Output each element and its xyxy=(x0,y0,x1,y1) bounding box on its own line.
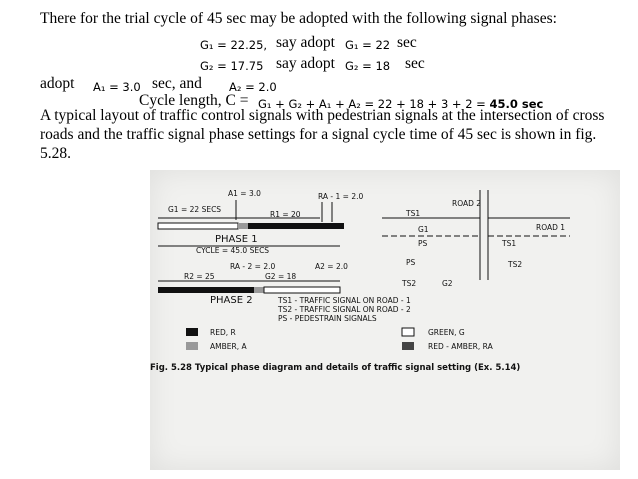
description-paragraph: A typical layout of traffic control signals with pedestrian signals at the intersection of cross roads and the traffic signal phase settings for a signal cycle time of 45 sec is shown in fig. 5.28. xyxy=(40,107,605,162)
ps2-label: PS xyxy=(406,258,416,267)
amber-legend: AMBER, A xyxy=(210,342,247,351)
r1-label: R1 = 20 xyxy=(270,210,301,219)
say-adopt-2: say adopt xyxy=(276,55,335,72)
g1-adopt: G₁ = 22 xyxy=(345,38,391,52)
r2-label: R2 = 25 xyxy=(184,272,215,281)
phase2-label: PHASE 2 xyxy=(210,295,253,306)
g2-small-label: G2 xyxy=(442,279,453,288)
red-legend: RED, R xyxy=(210,328,236,337)
green-legend: GREEN, G xyxy=(428,328,465,337)
g1-label: G1 = 22 SECS xyxy=(168,205,222,214)
ra2-label: RA - 2 = 2.0 xyxy=(230,262,276,271)
ts2-label: TS2 xyxy=(508,260,523,269)
phase1-label: PHASE 1 xyxy=(215,234,258,245)
ts1-b-label: TS1 xyxy=(502,239,517,248)
ra1-label: RA - 1 = 2.0 xyxy=(318,192,364,201)
g2-adopt: G₂ = 18 xyxy=(345,59,391,73)
sec-1: sec xyxy=(397,34,417,51)
sec-2: sec xyxy=(405,55,425,72)
g2-equation: G₂ = 17.75 xyxy=(200,59,264,73)
adopt-word: adopt xyxy=(40,75,75,92)
a2-label: A2 = 2.0 xyxy=(315,262,348,271)
phase-diagram xyxy=(150,170,620,470)
road1-label: ROAD 1 xyxy=(536,223,566,232)
sec-and: sec, and xyxy=(152,75,202,92)
say-adopt-1: say adopt xyxy=(276,34,335,51)
cycle-label: CYCLE = 45.0 SECS xyxy=(196,246,270,255)
ps-legend: PS - PEDESTRAIN SIGNALS xyxy=(278,314,377,323)
scanned-figure xyxy=(150,170,620,470)
a2-equation: A₂ = 2.0 xyxy=(229,80,277,94)
g1-equation: G₁ = 22.25, xyxy=(200,38,268,52)
road2-label: ROAD 2 xyxy=(452,199,482,208)
a1-label: A1 = 3.0 xyxy=(228,189,261,198)
g1-small-label: G1 xyxy=(418,225,429,234)
cycle-result: 45.0 sec xyxy=(489,97,544,111)
ts2-legend: TS2 - TRAFFIC SIGNAL ON ROAD - 2 xyxy=(278,305,411,314)
cycle-formula: G₁ + G₂ + A₁ + A₂ = 22 + 18 + 3 + 2 = 45.0 sec xyxy=(258,97,544,111)
g2-label: G2 = 18 xyxy=(265,272,297,281)
ps-label: PS xyxy=(418,239,428,248)
figure-caption: Fig. 5.28 Typical phase diagram and details of traffic signal setting (Ex. 5.14) xyxy=(150,363,521,373)
intro-text: There for the trial cycle of 45 sec may be adopted with the following signal phases: xyxy=(40,10,557,27)
a1-equation: A₁ = 3.0 xyxy=(93,80,141,94)
ts1-legend: TS1 - TRAFFIC SIGNAL ON ROAD - 1 xyxy=(278,296,411,305)
ts1-label: TS1 xyxy=(406,209,421,218)
cycle-length-label: Cycle length, C = xyxy=(139,92,249,109)
red-amber-legend: RED - AMBER, RA xyxy=(428,342,493,351)
ts2-b-label: TS2 xyxy=(402,279,417,288)
